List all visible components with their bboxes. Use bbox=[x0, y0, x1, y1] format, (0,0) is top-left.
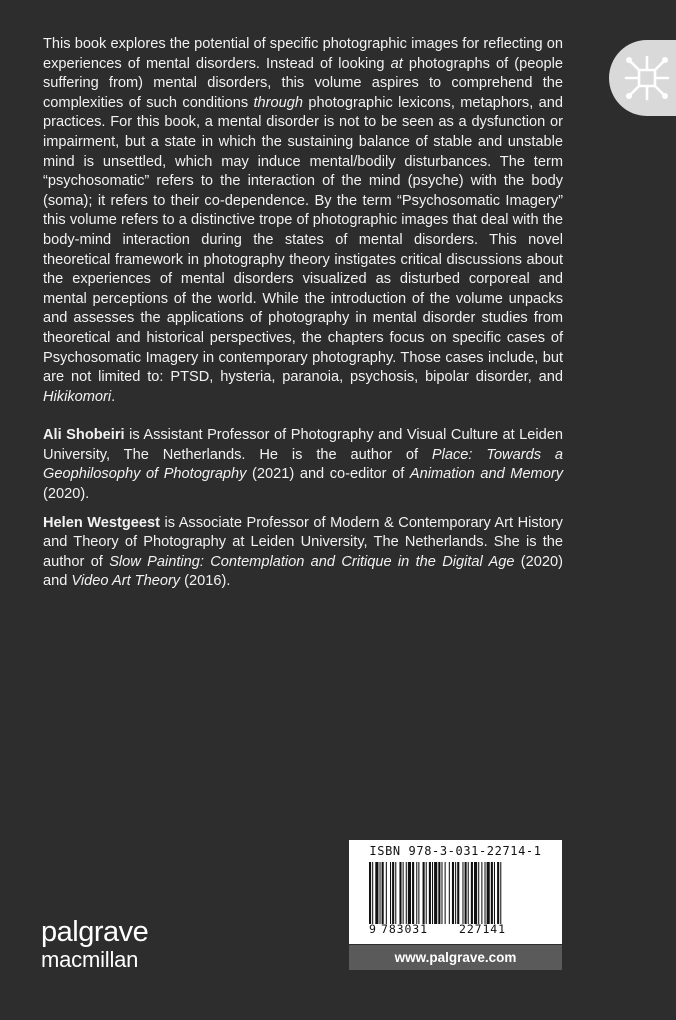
barcode-bar bbox=[491, 862, 493, 924]
series-badge bbox=[609, 40, 676, 116]
barcode-bar bbox=[457, 862, 459, 924]
barcode-bar bbox=[465, 862, 467, 924]
barcode-bar bbox=[441, 862, 442, 924]
barcode-bar bbox=[468, 862, 469, 924]
barcode-bar bbox=[372, 862, 373, 924]
barcode-bar bbox=[445, 862, 446, 924]
barcode-bar bbox=[478, 862, 479, 924]
barcode-bar bbox=[471, 862, 473, 924]
author-name: Helen Westgeest bbox=[43, 514, 160, 531]
barcode-bar bbox=[449, 862, 450, 924]
barcode-bar bbox=[412, 862, 414, 924]
barcode-bar bbox=[494, 862, 495, 924]
barcode-bar bbox=[369, 862, 371, 924]
barcode-bar bbox=[438, 862, 440, 924]
barcode-bar bbox=[382, 862, 384, 924]
author-bio-westgeest: Helen Westgeest is Associate Professor of Modern & Contemporary Art History and Theory of Photography at Leiden University, The Netherlands. She is the author of Slow Painting: Contemplation and Critique in the Digital Age (2020) and Video Art Theory (2016). bbox=[43, 514, 563, 590]
book-title: Slow Painting: Contemplation and Critique in the Digital Age bbox=[109, 553, 515, 570]
author-name: Ali Shobeiri bbox=[43, 427, 125, 444]
barcode-bar bbox=[452, 862, 454, 924]
barcode-bar bbox=[390, 862, 391, 924]
barcode-bar bbox=[416, 862, 417, 924]
isbn-label: ISBN 978-3-031-22714-1 bbox=[369, 844, 542, 858]
barcode-bar bbox=[426, 862, 427, 924]
publisher-logo bbox=[41, 918, 148, 971]
barcode-digits-right: 227141 bbox=[459, 922, 506, 936]
barcode-digit-lead: 9 bbox=[369, 922, 377, 936]
book-title: Video Art Theory bbox=[71, 573, 181, 590]
barcode-bar bbox=[487, 862, 490, 924]
barcode-bar bbox=[462, 862, 463, 924]
barcode-bar bbox=[375, 862, 378, 924]
publisher-url: www.palgrave.com bbox=[349, 945, 562, 970]
barcode-digits-left: 783031 bbox=[381, 922, 428, 936]
barcode-bar bbox=[455, 862, 456, 924]
barcode-bar bbox=[497, 862, 499, 924]
author-bio-shobeiri: Ali Shobeiri is Assistant Professor of Photography and Visual Culture at Leiden University, The Netherlands. He is the author of Place: Towards a Geophilosophy of Photography (2021) and co-editor of Animation and Memory (2020). bbox=[43, 427, 564, 503]
barcode-bar bbox=[380, 862, 381, 924]
barcode-bar bbox=[395, 862, 396, 924]
barcode-bar bbox=[432, 862, 433, 924]
barcode-bar bbox=[485, 862, 486, 924]
book-title: Animation and Memory bbox=[409, 466, 563, 483]
description-paragraph: This book explores the potential of specific photographic images for reflecting on experiences of mental disorders. Instead of looking at photographs of (people suffering from) mental disorders, this volume aspires to comprehend the complexities of such conditions through photographic lexicons, metaphors, and practices. For this book, a mental disorder is not to be seen as a dysfunction or impairment, but a state in which the sustaining balance of stable and unstable mind is unsettled, which may induce mental/bodily disturbances. The term “psychosomatic” refers to the interaction of the mind (psyche) with the body (soma); it refers to their co-dependence. By the term “Psychosomatic Imagery” this volume refers to a distinctive trope of photographic images that deal with the body-mind interaction during the states of mental disorders. This novel theoretical framework in photography theory instigates critical discussions about the experiences of mental disorders visualized as disturbed corporeal and mental perceptions of the world. While the introduction of the volume unpacks and assesses the applications of photography in mental disorder studies from theoretical and historical perspectives, the chapters focus on specific cases of Psychosomatic Imagery in contemporary photography. Those cases include, but are not limited to: PTSD, hysteria, paranoia, psychosis, bipolar disorder, and Hikikomori. bbox=[43, 36, 563, 405]
network-icon bbox=[623, 54, 671, 102]
barcode-bar bbox=[408, 862, 411, 924]
barcode-bar bbox=[474, 862, 477, 924]
barcode-bar bbox=[434, 862, 437, 924]
barcode-bar bbox=[392, 862, 394, 924]
barcode-bar bbox=[429, 862, 431, 924]
barcode-bar bbox=[406, 862, 407, 924]
isbn-barcode-block bbox=[349, 840, 562, 944]
publisher-logo-line1: palgrave bbox=[41, 916, 149, 948]
back-cover-blurb bbox=[43, 35, 563, 592]
barcode-bar bbox=[399, 862, 401, 924]
barcode-bar bbox=[481, 862, 482, 924]
barcode-bar bbox=[423, 862, 425, 924]
barcode-bar bbox=[418, 862, 419, 924]
barcode-bar bbox=[500, 862, 501, 924]
barcode-bar bbox=[403, 862, 404, 924]
barcode bbox=[369, 862, 543, 924]
publisher-logo-line2: macmillan bbox=[41, 947, 139, 972]
book-title: Place: Towards a Geophilosophy of Photography bbox=[43, 446, 564, 483]
barcode-bar bbox=[386, 862, 387, 924]
